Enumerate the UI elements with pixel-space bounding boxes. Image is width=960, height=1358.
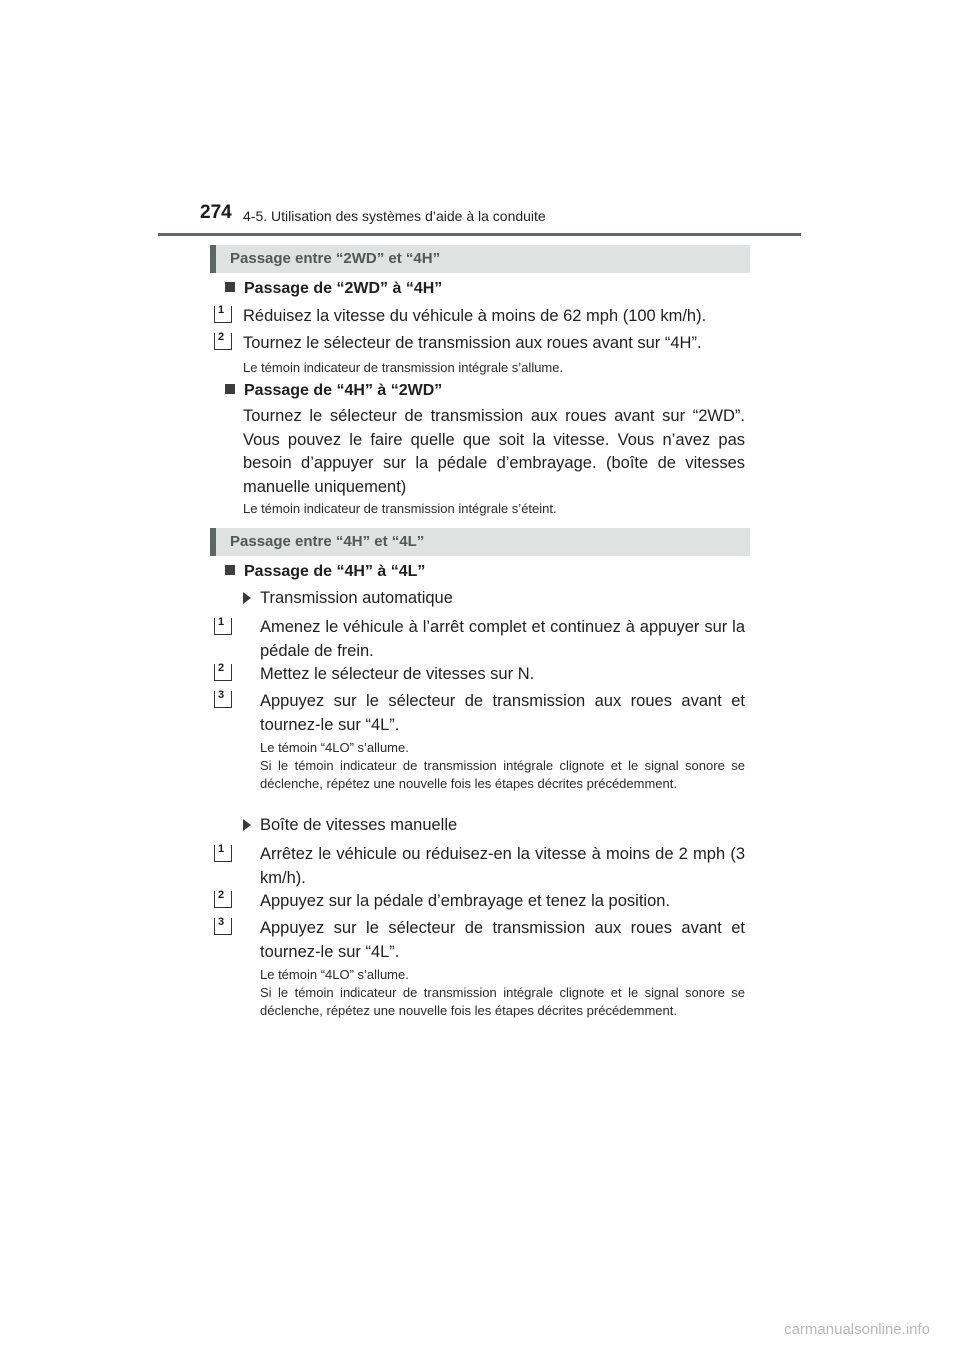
step-text: Réduisez la vitesse du véhicule à moins de 62 mph (100 km/h). (243, 307, 707, 325)
paragraph-text: Tournez le sélecteur de transmission aux roues avant sur “2WD”. Vous pouvez le faire quelle que soit la vitesse. Vous n’avez pas besoin d’appuyer sur la pédale d’embrayage. (boîte de vitesses manuelle uniquement) (243, 407, 745, 496)
step-number-badge: 2 (214, 891, 232, 908)
step-number-badge: 3 (214, 691, 232, 708)
section-heading-2wd-4h (210, 245, 750, 273)
note-text: Le témoin indicateur de transmission intégrale s’allume. (243, 360, 564, 375)
square-bullet-icon (225, 565, 235, 575)
step-text: Appuyez sur la pédale d’embrayage et tenez la position. (260, 892, 671, 910)
subheading-4h-to-4l: Passage de “4H” à “4L” (225, 563, 425, 581)
note-text: Le témoin indicateur de transmission intégrale s’éteint. (243, 501, 557, 516)
step-number-badge: 1 (214, 306, 232, 323)
section-title: Passage entre “2WD” et “4H” (230, 250, 441, 267)
header-divider (158, 233, 801, 236)
step-text: Mettez le sélecteur de vitesses sur N. (260, 665, 535, 683)
section-title: Passage entre “4H” et “4L” (230, 533, 425, 550)
triangle-bullet-icon (243, 819, 251, 831)
triangle-bullet-icon (243, 592, 251, 604)
step-text: Appuyez sur le sélecteur de transmission aux roues avant et tournez-le sur “4L”. (260, 919, 745, 961)
step-text: Arrêtez le véhicule ou réduisez-en la vitesse à moins de 2 mph (3 km/h). (260, 845, 745, 887)
square-bullet-icon (225, 282, 235, 292)
step-number-badge: 3 (214, 918, 232, 935)
step-text: Tournez le sélecteur de transmission aux roues avant sur “4H”. (243, 334, 702, 352)
square-bullet-icon (225, 384, 235, 394)
step-text: Amenez le véhicule à l’arrêt complet et continuez à appuyer sur la pédale de frein. (260, 618, 745, 660)
subheading-4h-to-2wd: Passage de “4H” à “2WD” (225, 382, 442, 400)
page-number: 274 (200, 202, 232, 223)
step-number-badge: 1 (214, 845, 232, 862)
note-text: Si le témoin indicateur de transmission intégrale clignote et le signal sonore se déclenche, répétez une nouvelle fois les étapes décrites précédemment. (260, 758, 745, 791)
note-text: Si le témoin indicateur de transmission intégrale clignote et le signal sonore se déclenche, répétez une nouvelle fois les étapes décrites précédemment. (260, 985, 745, 1018)
step-text: Appuyez sur le sélecteur de transmission aux roues avant et tournez-le sur “4L”. (260, 692, 745, 734)
step-number-badge: 2 (214, 664, 232, 681)
note-text: Le témoin “4LO” s’allume. (260, 740, 409, 755)
step-number-badge: 1 (214, 618, 232, 635)
automatic-transmission-item: Transmission automatique (243, 589, 453, 608)
watermark: carmanualsonline.info (784, 1321, 930, 1338)
chapter-title: 4-5. Utilisation des systèmes d’aide à la conduite (243, 208, 546, 224)
manual-transmission-item: Boîte de vitesses manuelle (243, 816, 457, 835)
section-heading-4h-4l (210, 528, 750, 556)
subheading-2wd-to-4h: Passage de “2WD” à “4H” (225, 280, 442, 298)
note-text: Le témoin “4LO” s’allume. (260, 967, 409, 982)
step-number-badge: 2 (214, 333, 232, 350)
